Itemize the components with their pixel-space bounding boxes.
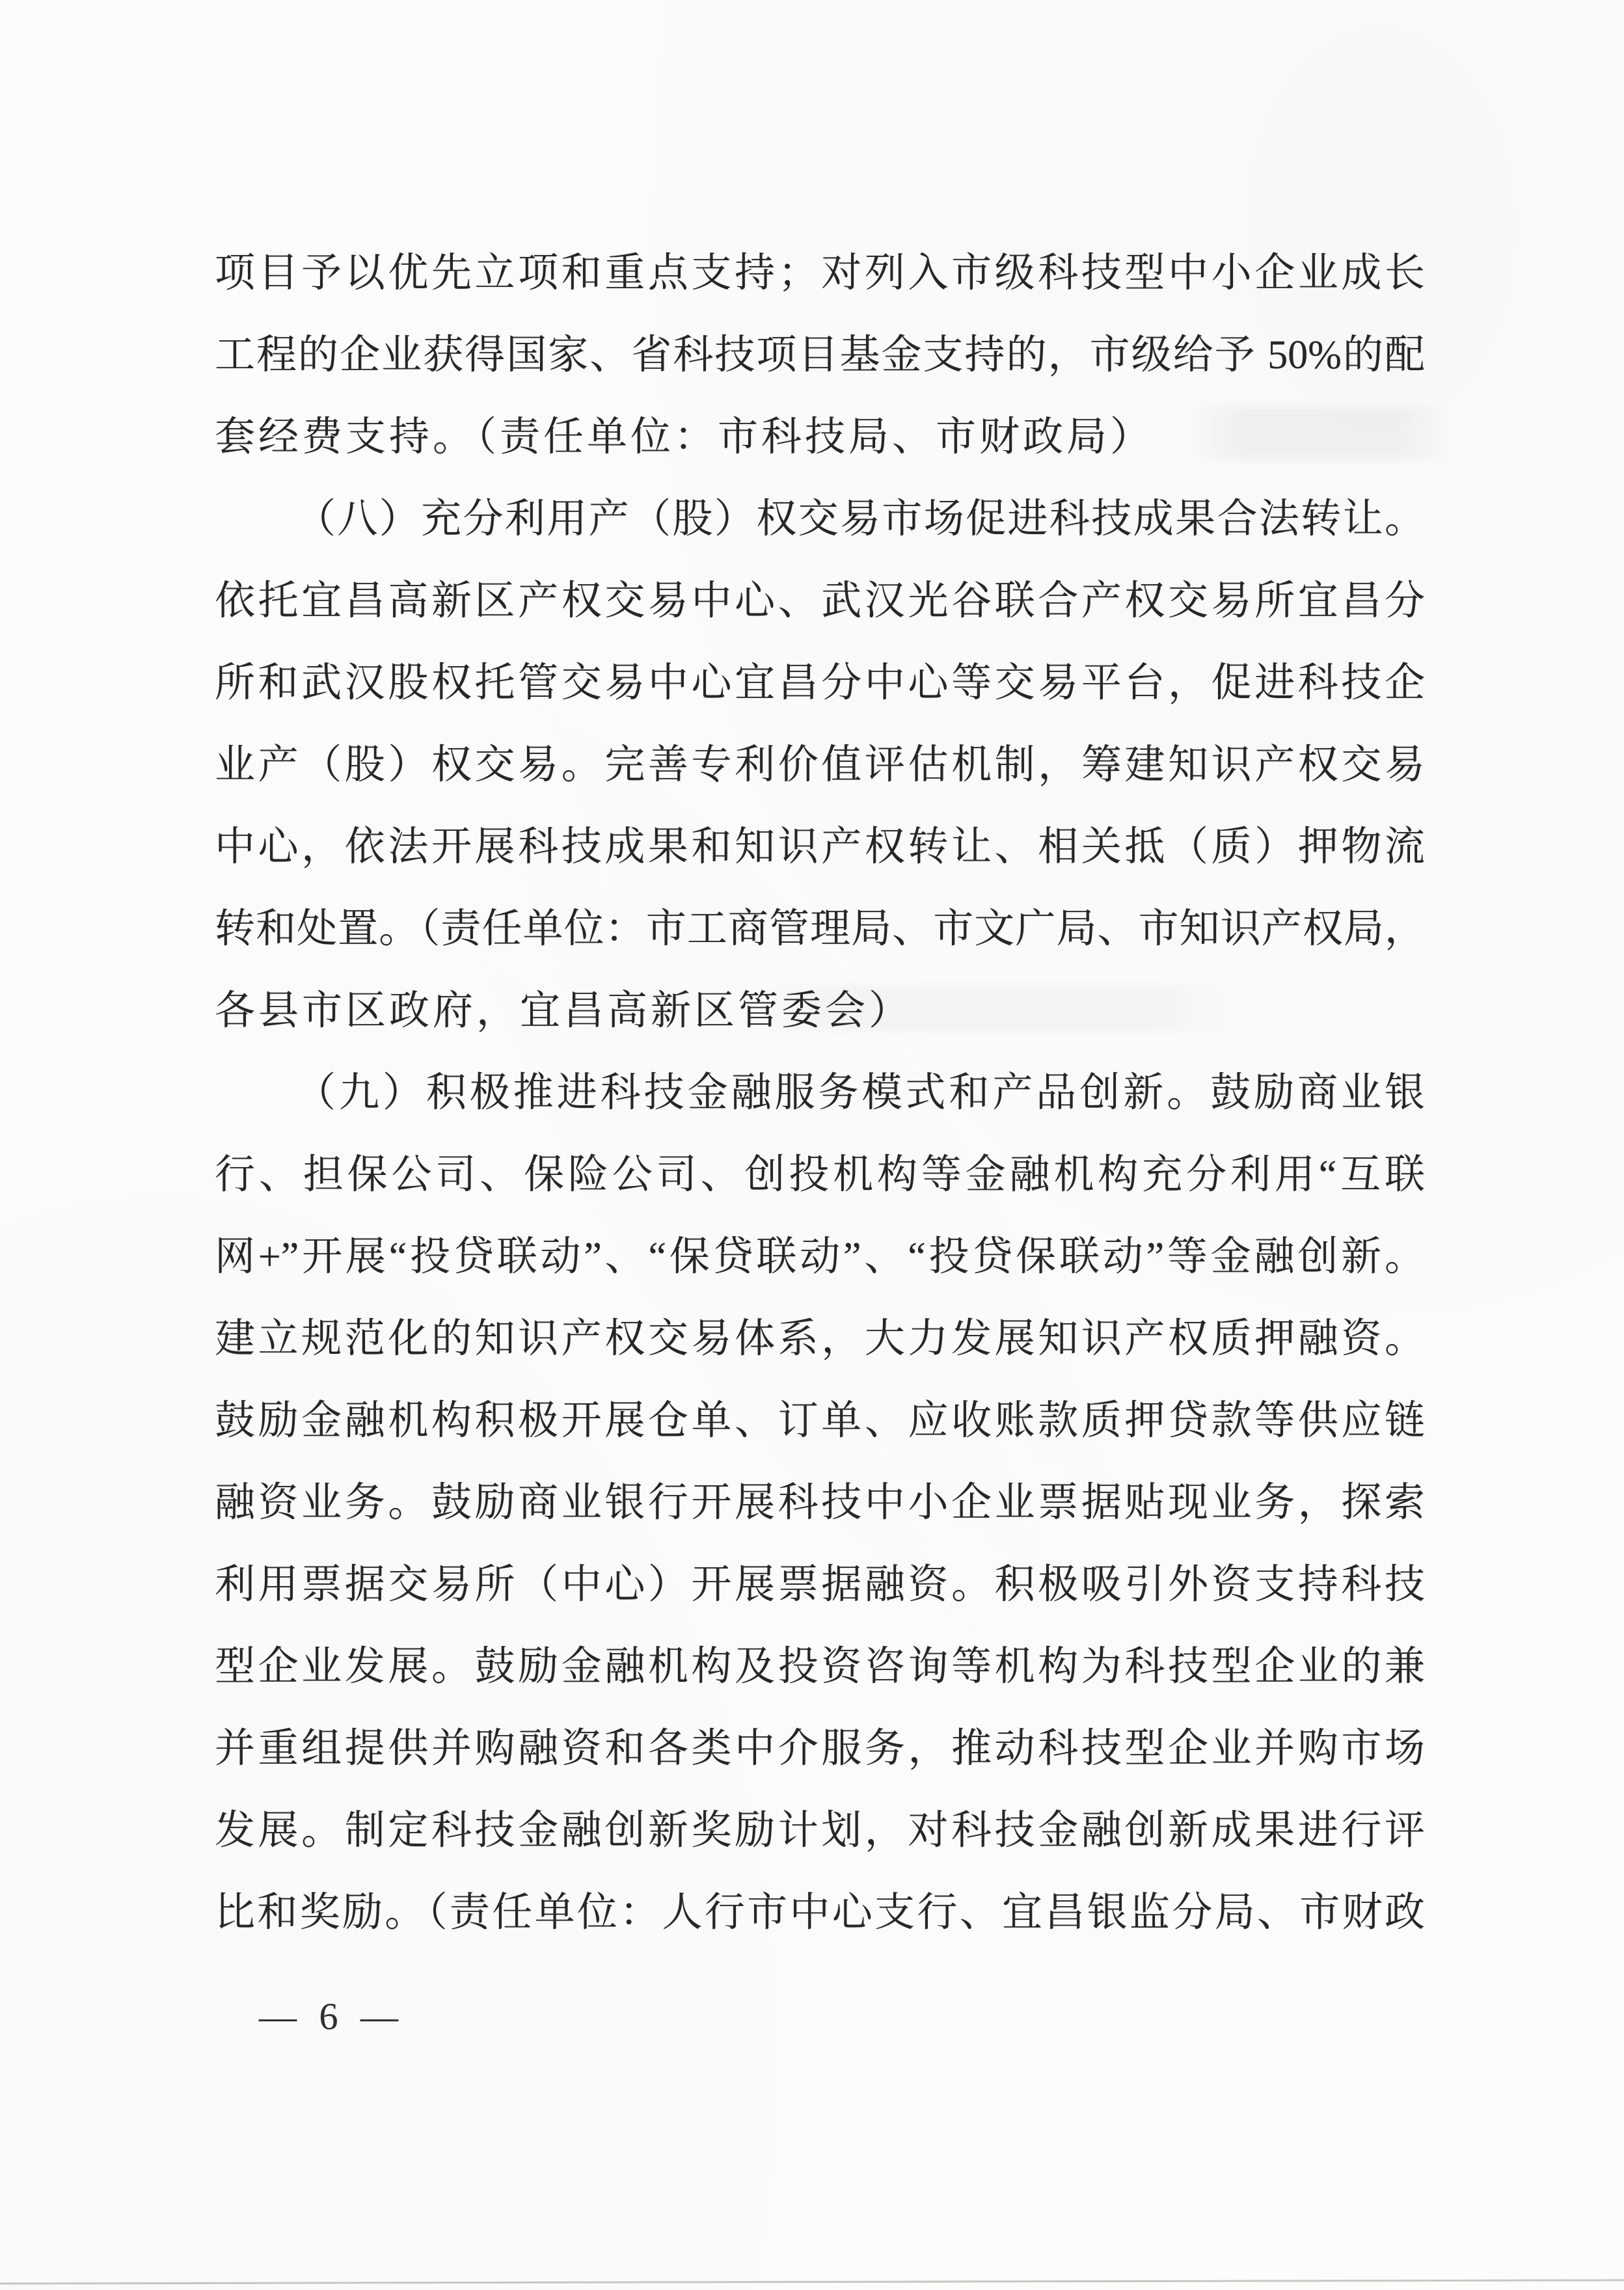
document-line: 行、担保公司、保险公司、创投机构等金融机构充分利用“互联: [215, 1153, 1425, 1197]
document-line: 网+”开展“投贷联动”、“保贷联动”、“投贷保联动”等金融创新。: [215, 1235, 1425, 1279]
document-line: （八）充分利用产（股）权交易市场促进科技成果合法转让。: [295, 497, 1425, 541]
document-line: 比和奖励。（责任单位：人行市中心支行、宜昌银监分局、市财政: [215, 1891, 1425, 1935]
document-line: 建立规范化的知识产权交易体系，大力发展知识产权质押融资。: [215, 1317, 1425, 1361]
document-line: 转和处置。（责任单位：市工商管理局、市文广局、市知识产权局，: [215, 907, 1425, 951]
document-line: （九）积极推进科技金融服务模式和产品创新。鼓励商业银: [295, 1071, 1425, 1115]
document-line: 依托宜昌高新区产权交易中心、武汉光谷联合产权交易所宜昌分: [215, 579, 1425, 623]
document-line: 鼓励金融机构积极开展仓单、订单、应收账款质押贷款等供应链: [215, 1399, 1425, 1443]
document-line: 中心，依法开展科技成果和知识产权转让、相关抵（质）押物流: [215, 825, 1425, 869]
document-line: 工程的企业获得国家、省科技项目基金支持的，市级给予 50%的配: [215, 333, 1425, 377]
document-text-block: [215, 232, 1425, 1954]
document-line: 并重组提供并购融资和各类中介服务，推动科技型企业并购市场: [215, 1727, 1425, 1771]
document-line: 项目予以优先立项和重点支持；对列入市级科技型中小企业成长: [215, 251, 1425, 295]
document-line: 所和武汉股权托管交易中心宜昌分中心等交易平台，促进科技企: [215, 661, 1425, 705]
document-line: 发展。制定科技金融创新奖励计划，对科技金融创新成果进行评: [215, 1809, 1425, 1853]
document-line: 融资业务。鼓励商业银行开展科技中小企业票据贴现业务，探索: [215, 1481, 1425, 1525]
document-line: 利用票据交易所（中心）开展票据融资。积极吸引外资支持科技: [215, 1563, 1425, 1607]
page-number: — 6 —: [259, 1995, 399, 2038]
document-line: 型企业发展。鼓励金融机构及投资咨询等机构为科技型企业的兼: [215, 1645, 1425, 1689]
document-line: 业产（股）权交易。完善专利价值评估机制，筹建知识产权交易: [215, 743, 1425, 787]
document-line: 套经费支持。（责任单位：市科技局、市财政局）: [215, 415, 1154, 459]
document-line: 各县市区政府，宜昌高新区管委会）: [215, 989, 913, 1033]
scan-edge-line-artifact: [0, 2279, 1624, 2284]
